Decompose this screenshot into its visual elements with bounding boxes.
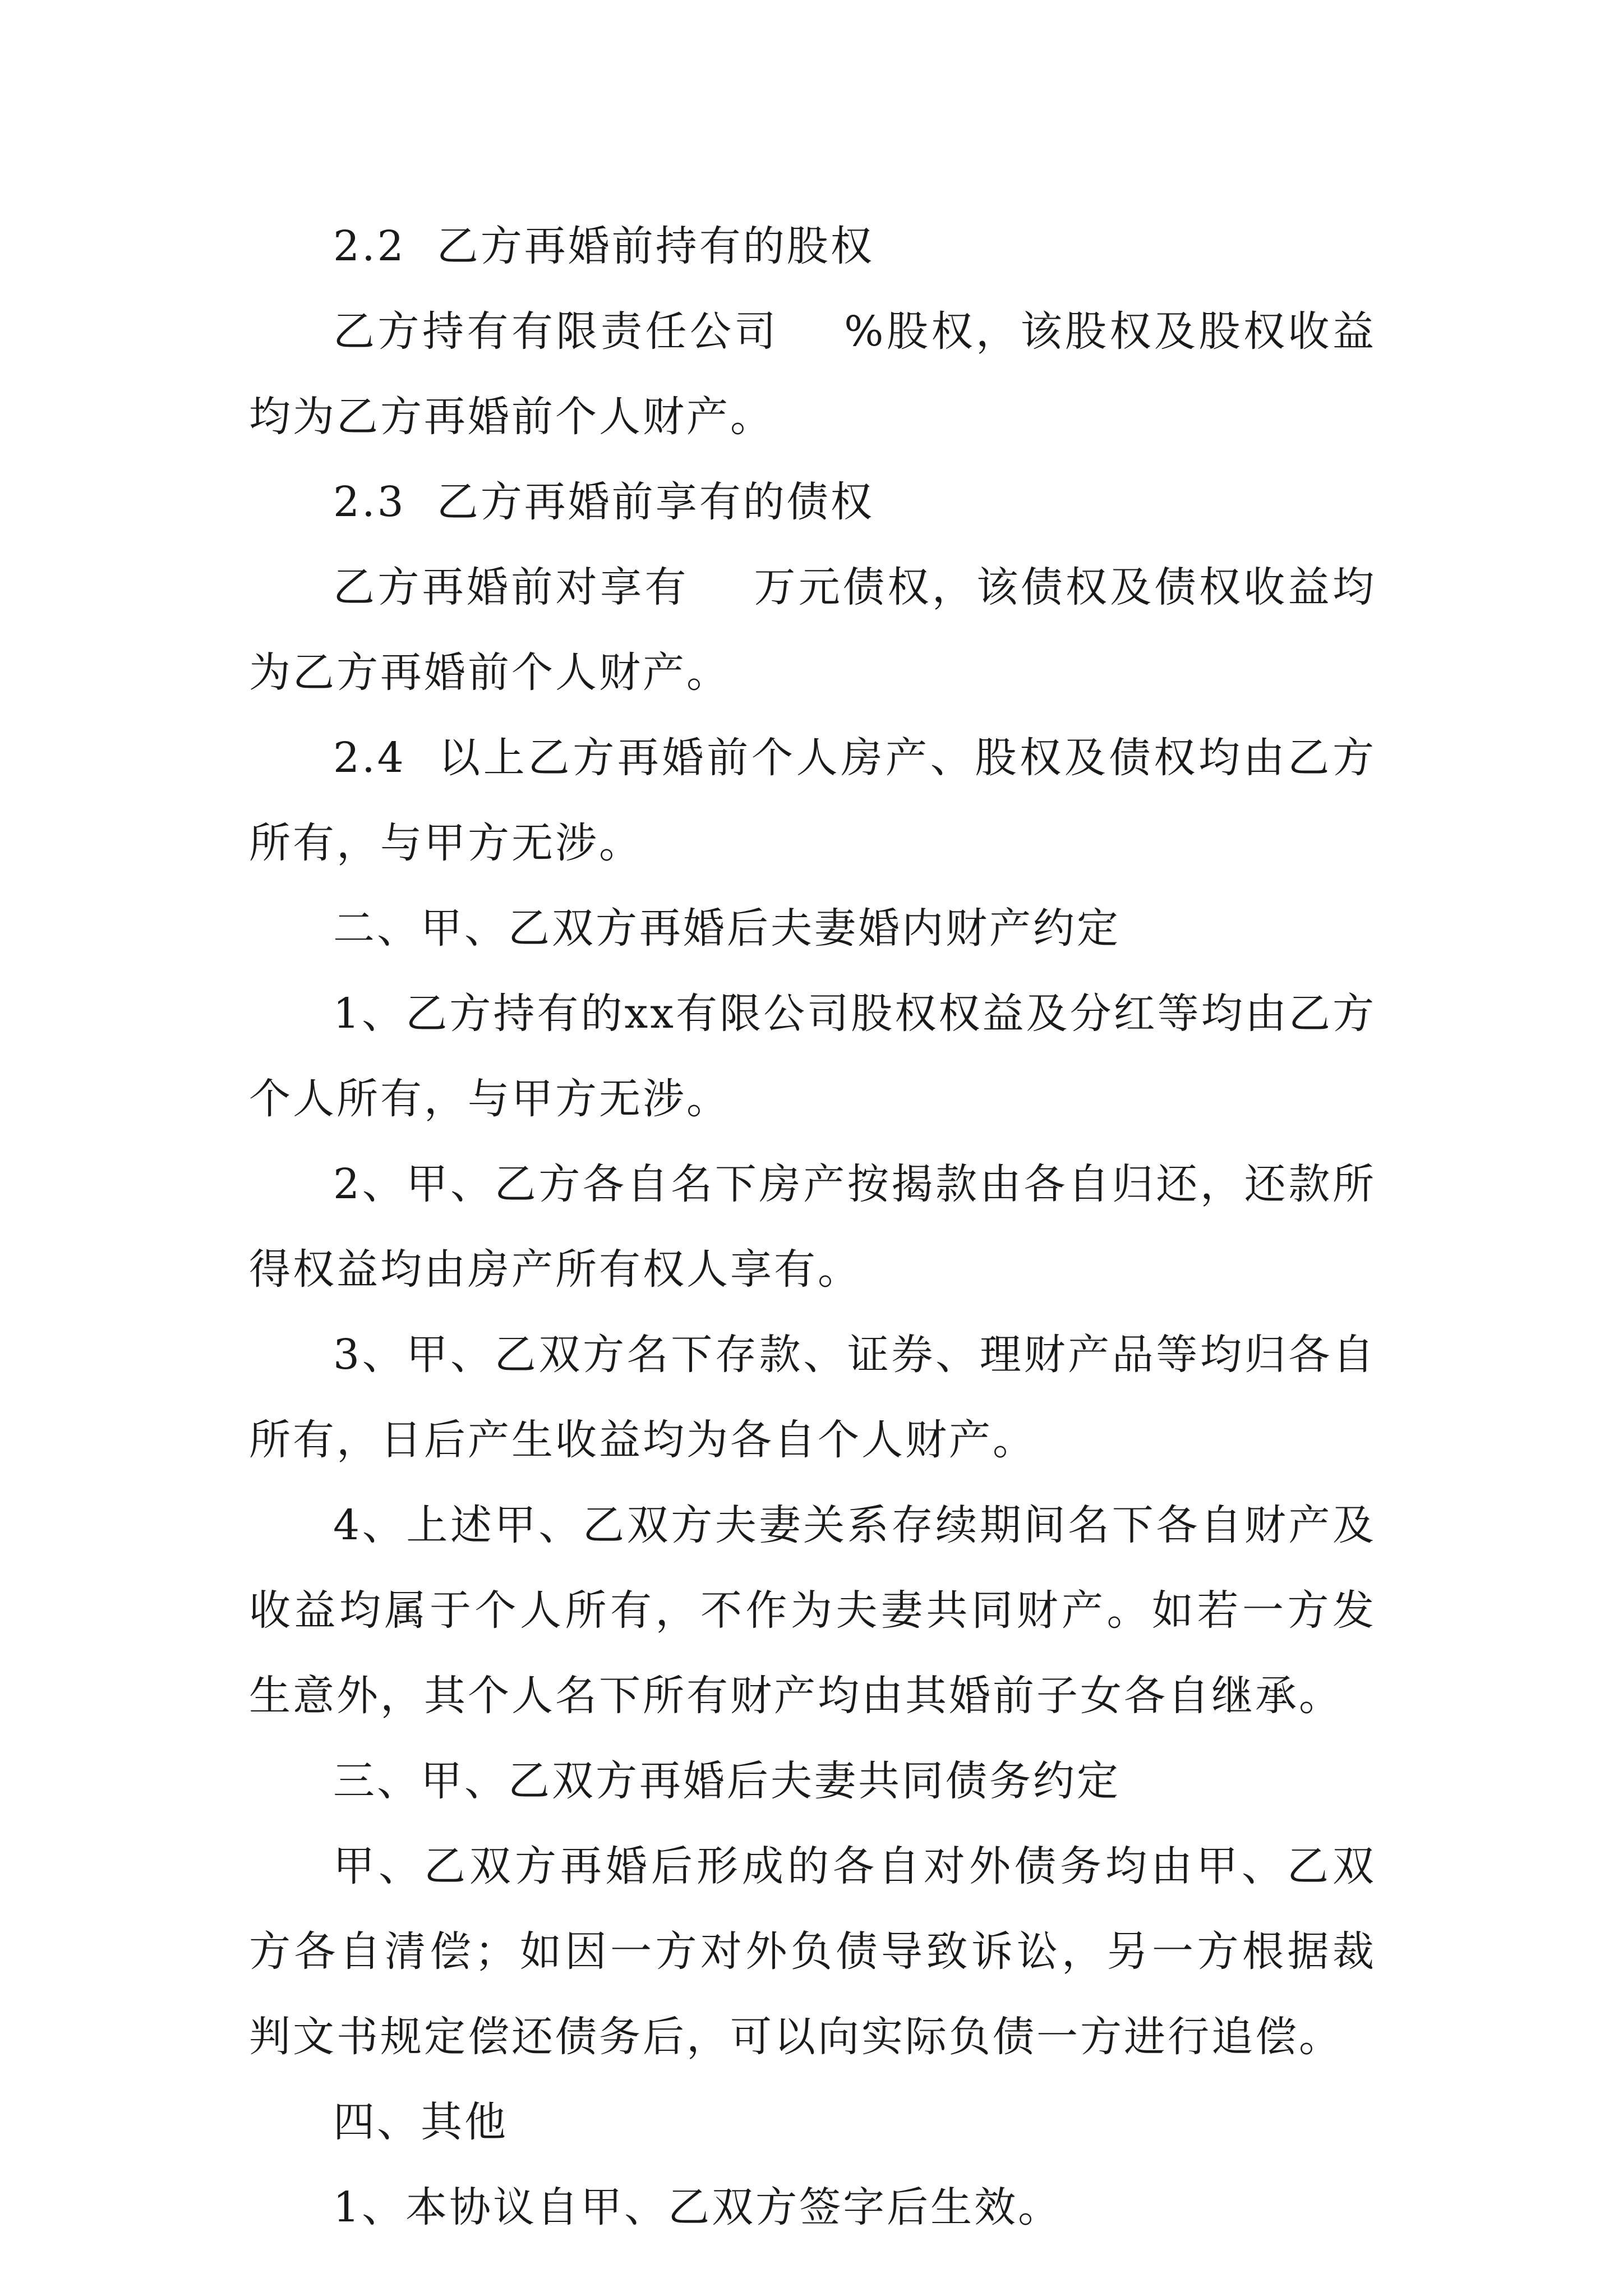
clause-2-3: 3、甲、乙双方名下存款、证券、理财产品等均归各自所有，日后产生收益均为各自个人财产。 [249, 1331, 1376, 1464]
paragraph-creditor-rights: 乙方再婚前对享有 万元债权，该债权及债权收益均为乙方再婚前个人财产。 [249, 563, 1376, 697]
section-heading-2-2: 2.2 乙方再婚前持有的股权 [333, 222, 874, 270]
document-body [249, 204, 1376, 2250]
clause-2-4: 4、上述甲、乙双方夫妻关系存续期间名下各自财产及收益均属于个人所有，不作为夫妻共同财产。如若一方发生意外，其个人名下所有财产均由其婚前子女各自继承。 [249, 1501, 1376, 1720]
clause-3: 甲、乙双方再婚后形成的各自对外债务均由甲、乙双方各自清偿；如因一方对外负债导致诉讼，另一方根据裁判文书规定偿还债务后，可以向实际负债一方进行追偿。 [249, 1842, 1376, 2061]
clause-2-2: 2、甲、乙方各自名下房产按揭款由各自归还，还款所得权益均由房产所有权人享有。 [249, 1160, 1376, 1294]
section-heading-3: 三、甲、乙双方再婚后夫妻共同债务约定 [333, 1757, 1121, 1805]
clause-2-1: 1、乙方持有的xx有限公司股权权益及分红等均由乙方个人所有，与甲方无涉。 [249, 990, 1376, 1123]
paragraph-equity: 乙方持有有限责任公司 %股权，该股权及股权收益均为乙方再婚前个人财产。 [249, 307, 1376, 441]
section-heading-2-3: 2.3 乙方再婚前享有的债权 [333, 478, 874, 526]
paragraph-2-4: 2.4 以上乙方再婚前个人房产、股权及债权均由乙方所有，与甲方无涉。 [249, 734, 1376, 867]
clause-4-1: 1、本协议自甲、乙双方签字后生效。 [333, 2183, 1062, 2231]
section-heading-2: 二、甲、乙双方再婚后夫妻婚内财产约定 [333, 904, 1121, 953]
section-heading-4: 四、其他 [333, 2098, 508, 2146]
